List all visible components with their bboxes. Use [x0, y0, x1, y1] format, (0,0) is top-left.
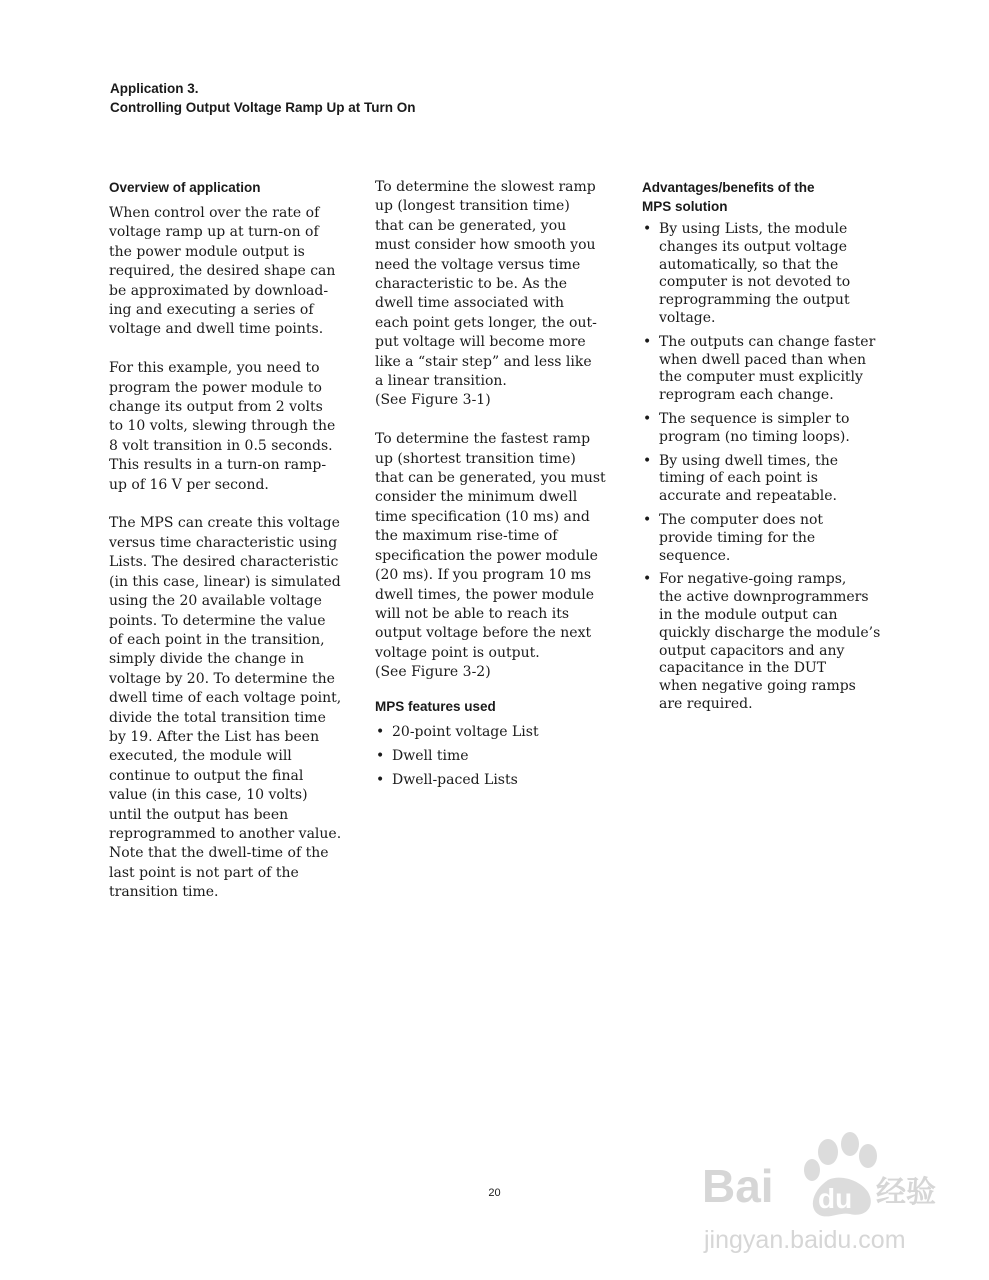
text-line: when negative going ramps	[659, 678, 856, 695]
text-line: until the output has been	[109, 806, 289, 823]
text-line: provide timing for the	[659, 529, 816, 546]
text-line: points. To determine the value	[109, 612, 326, 629]
bullet-icon: •	[643, 333, 652, 350]
text-line: This results in a turn-on ramp-	[109, 457, 327, 474]
baidu-watermark-logo	[700, 1130, 940, 1265]
text-line: changes its output voltage	[659, 238, 848, 255]
page-title: Controlling Output Voltage Ramp Up at Turn On	[110, 100, 416, 115]
text-line: reprogramming the output	[659, 292, 850, 309]
paragraph	[109, 359, 357, 495]
text-line: divide the total transition time	[109, 709, 326, 726]
text-line: voltage.	[659, 309, 716, 326]
list-item	[642, 512, 892, 565]
text-line: versus time characteristic using	[109, 534, 338, 551]
text-line: The outputs can change faster	[659, 333, 876, 350]
text-line: voltage point is output.	[375, 644, 540, 661]
list-item	[642, 334, 892, 405]
text-line: For negative-going ramps,	[659, 571, 847, 588]
text-line: dwell time associated with	[375, 295, 564, 312]
bullet-icon: •	[643, 571, 652, 588]
list-item	[642, 221, 892, 328]
bullet-icon: •	[643, 221, 652, 237]
text-line: characteristic to be. As the	[375, 276, 568, 293]
text-line: specification the power module	[375, 547, 598, 564]
text-line: (See Figure 3-1)	[375, 392, 491, 409]
text-line: reprogram each change.	[659, 387, 834, 404]
text-line: voltage by 20. To determine the	[109, 670, 335, 687]
text-line: be approximated by download-	[109, 282, 329, 299]
bullet-icon: •	[376, 747, 385, 764]
text-line: ing and executing a series of	[109, 302, 314, 319]
list-item	[642, 571, 892, 713]
text-line: each point gets longer, the out-	[375, 314, 597, 331]
text-line: of each point in the transition,	[109, 631, 325, 648]
text-line: up of 16 V per second.	[109, 476, 269, 493]
text-line: by 19. After the List has been	[109, 728, 320, 745]
text-line: To determine the slowest ramp	[375, 179, 596, 195]
text-line: The sequence is simpler to	[659, 410, 850, 427]
text-line: value (in this case, 10 volts)	[109, 787, 308, 804]
text-line: Note that the dwell-time of the	[109, 845, 329, 862]
list-item: • Dwell time	[375, 747, 623, 766]
text-line: will not be able to reach its	[375, 605, 570, 622]
section-heading-advantages: Advantages/benefits of the MPS solution	[642, 180, 815, 214]
text-line: change its output from 2 volts	[109, 399, 323, 416]
list-item: • Dwell-paced Lists	[375, 771, 623, 790]
page-header	[110, 79, 415, 117]
advantages-list	[642, 221, 892, 714]
text-line: consider the minimum dwell	[375, 489, 578, 506]
text-line: output capacitors and any	[659, 642, 845, 659]
text-line: transition time.	[109, 884, 219, 901]
text-line: sequence.	[659, 547, 731, 564]
text-line: program (no timing loops).	[659, 428, 850, 445]
text-line: that can be generated, you	[375, 217, 567, 234]
text-line: time specification (10 ms) and	[375, 508, 590, 525]
paragraph	[375, 178, 623, 411]
text-line: a linear transition.	[375, 373, 507, 390]
text-line: up (longest transition time)	[375, 198, 570, 215]
application-number: Application 3.	[110, 81, 199, 96]
watermark-logo-cn: 经验	[876, 1175, 936, 1210]
text-line: output voltage before the next	[375, 625, 592, 642]
text-line: last point is not part of the	[109, 864, 299, 881]
text-line: the maximum rise-time of	[375, 528, 558, 545]
text-line: dwell times, the power module	[375, 586, 595, 603]
bullet-icon: •	[643, 511, 652, 528]
text-line: the active downprogrammers	[659, 589, 869, 606]
text-line: reprogrammed to another value.	[109, 825, 342, 842]
watermark-logo-text-du: du	[818, 1183, 853, 1214]
text-line: (See Figure 3-2)	[375, 664, 491, 681]
text-line: By using Lists, the module	[659, 221, 848, 237]
paragraph	[109, 204, 357, 340]
list-item	[642, 453, 892, 506]
text-line: accurate and repeatable.	[659, 488, 837, 505]
text-line: For this example, you need to	[109, 360, 320, 377]
paragraph	[109, 514, 357, 902]
text-line: The computer does not	[659, 511, 824, 528]
text-line: (20 ms). If you program 10 ms	[375, 567, 592, 584]
text-line: are required.	[659, 695, 753, 712]
text-line: The MPS can create this voltage	[109, 515, 340, 532]
list-item	[642, 411, 892, 447]
text-line: 8 volt transition in 0.5 seconds.	[109, 437, 333, 454]
text-line: computer is not devoted to	[659, 274, 851, 291]
text-line: program the power module to	[109, 379, 322, 396]
text-line: dwell time of each voltage point,	[109, 690, 342, 707]
bullet-icon: •	[643, 452, 652, 469]
text-line: simply divide the change in	[109, 651, 305, 668]
text-line: when dwell paced than when	[659, 351, 866, 368]
text-line: the computer must explicitly	[659, 369, 863, 386]
text-line: put voltage will become more	[375, 334, 586, 351]
text-line: voltage ramp up at turn-on of	[109, 224, 319, 241]
section-heading-features: MPS features used	[375, 698, 496, 714]
text-line: automatically, so that the	[659, 256, 839, 273]
text-line: must consider how smooth you	[375, 237, 596, 254]
text-line: need the voltage versus time	[375, 256, 581, 273]
bullet-icon: •	[376, 772, 385, 789]
text-line: (in this case, linear) is simulated	[109, 573, 341, 590]
text-line: like a “stair step” and less like	[375, 353, 592, 370]
section-heading-overview: Overview of application	[109, 180, 261, 195]
paragraph	[375, 430, 623, 682]
text-line: capacitance in the DUT	[659, 660, 827, 677]
text-line: quickly discharge the module’s	[659, 624, 881, 641]
features-list	[375, 723, 623, 791]
text-line: continue to output the final	[109, 767, 304, 784]
bullet-icon: •	[643, 410, 652, 427]
list-item: • 20-point voltage List	[375, 723, 623, 742]
text-line: By using dwell times, the	[659, 452, 839, 469]
page-number: 20	[488, 1187, 501, 1199]
text-line: that can be generated, you must	[375, 470, 606, 487]
column-ramp-details	[375, 178, 623, 796]
column-overview	[109, 178, 357, 903]
text-line: in the module output can	[659, 606, 838, 623]
bullet-icon: •	[376, 723, 385, 740]
text-line: required, the desired shape can	[109, 263, 336, 280]
text-line: To determine the fastest ramp	[375, 431, 591, 448]
text-line: executed, the module will	[109, 748, 292, 765]
text-line: voltage and dwell time points.	[109, 321, 324, 338]
text-line: the power module output is	[109, 243, 305, 260]
watermark-logo-text: Bai	[702, 1160, 774, 1212]
text-line: to 10 volts, slewing through the	[109, 418, 336, 435]
watermark-url: jingyan.baidu.com	[704, 1226, 906, 1254]
text-line: timing of each point is	[659, 470, 818, 487]
text-line: up (shortest transition time)	[375, 450, 576, 467]
text-line: Lists. The desired characteristic	[109, 554, 339, 571]
text-line: using the 20 available voltage	[109, 593, 322, 610]
column-advantages	[642, 178, 892, 720]
text-line: When control over the rate of	[109, 205, 320, 221]
